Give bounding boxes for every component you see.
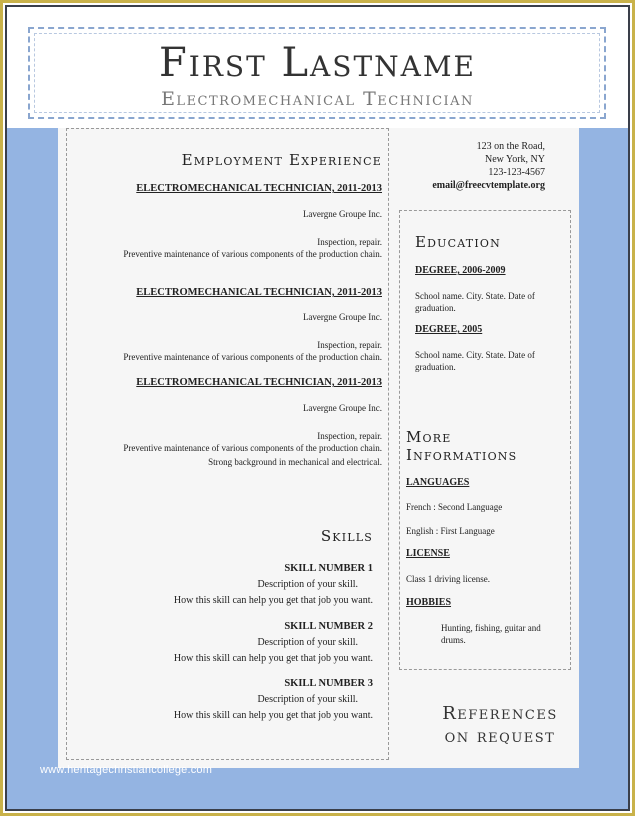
job-line: Inspection, repair. — [317, 431, 382, 441]
skill-desc: Description of your skill. — [257, 637, 358, 648]
job-company-2: Lavergne Groupe Inc. — [302, 312, 382, 322]
job-line: Inspection, repair. — [317, 340, 382, 350]
language-item: English : First Language — [406, 526, 495, 536]
skill-desc: Description of your skill. — [257, 579, 358, 590]
skill-how: How this skill can help you get that job you want. — [173, 710, 373, 721]
language-item: French : Second Language — [406, 502, 503, 512]
license-text: Class 1 driving license. — [406, 574, 490, 584]
job-title-1: ELECTROMECHANICAL TECHNICIAN, 2011-2013 — [136, 183, 382, 194]
references-note — [420, 702, 580, 748]
job-title-3: ELECTROMECHANICAL TECHNICIAN, 2011-2013 — [136, 377, 382, 388]
watermark-text: www.heritagechristiancollege.com — [40, 764, 213, 776]
degree-desc-2: School name. City. State. Date of graduation. — [415, 350, 535, 372]
degree-title-2: DEGREE, 2005 — [415, 324, 483, 335]
skill-how: How this skill can help you get that job you want. — [173, 595, 373, 606]
skill-desc: Description of your skill. — [257, 694, 358, 705]
skill-how: How this skill can help you get that job you want. — [173, 653, 373, 664]
job-title-2: ELECTROMECHANICAL TECHNICIAN, 2011-2013 — [136, 287, 382, 298]
skill-name-1: SKILL NUMBER 1 — [284, 563, 373, 574]
job-company-1: Lavergne Groupe Inc. — [302, 209, 382, 219]
contact-city: New York, NY — [484, 154, 545, 165]
more-heading-line1: More — [406, 428, 452, 446]
job-line: Inspection, repair. — [317, 237, 382, 247]
skill-name-3: SKILL NUMBER 3 — [284, 678, 373, 689]
resume-job-title: Electromechanical Technician — [161, 88, 474, 110]
references-line1: References — [442, 703, 558, 724]
job-line: Preventive maintenance of various components of the production chain. — [123, 443, 382, 453]
references-line2: on request — [444, 726, 556, 747]
contact-email[interactable]: email@freecvtemplate.org — [432, 180, 545, 191]
skills-heading: Skills — [320, 527, 373, 545]
skill-name-2: SKILL NUMBER 2 — [284, 621, 373, 632]
degree-title-1: DEGREE, 2006-2009 — [415, 265, 506, 276]
job-company-3: Lavergne Groupe Inc. — [302, 403, 382, 413]
contact-phone: 123-123-4567 — [488, 167, 545, 178]
employment-heading: Employment Experience — [181, 151, 382, 169]
job-line: Preventive maintenance of various components of the production chain. — [123, 352, 382, 362]
hobbies-heading: HOBBIES — [406, 597, 452, 608]
languages-heading: LANGUAGES — [406, 477, 470, 488]
hobbies-text: Hunting, fishing, guitar and drums. — [441, 623, 541, 645]
contact-address: 123 on the Road, — [476, 141, 545, 152]
education-heading: Education — [415, 233, 501, 251]
degree-desc-1: School name. City. State. Date of graduation. — [415, 291, 535, 313]
resume-name: First Lastname — [159, 40, 476, 86]
job-line: Preventive maintenance of various components of the production chain. — [123, 249, 382, 259]
more-heading-line2: Informations — [406, 446, 518, 464]
job-line: Strong background in mechanical and electrical. — [208, 457, 382, 467]
license-heading: LICENSE — [406, 548, 450, 559]
